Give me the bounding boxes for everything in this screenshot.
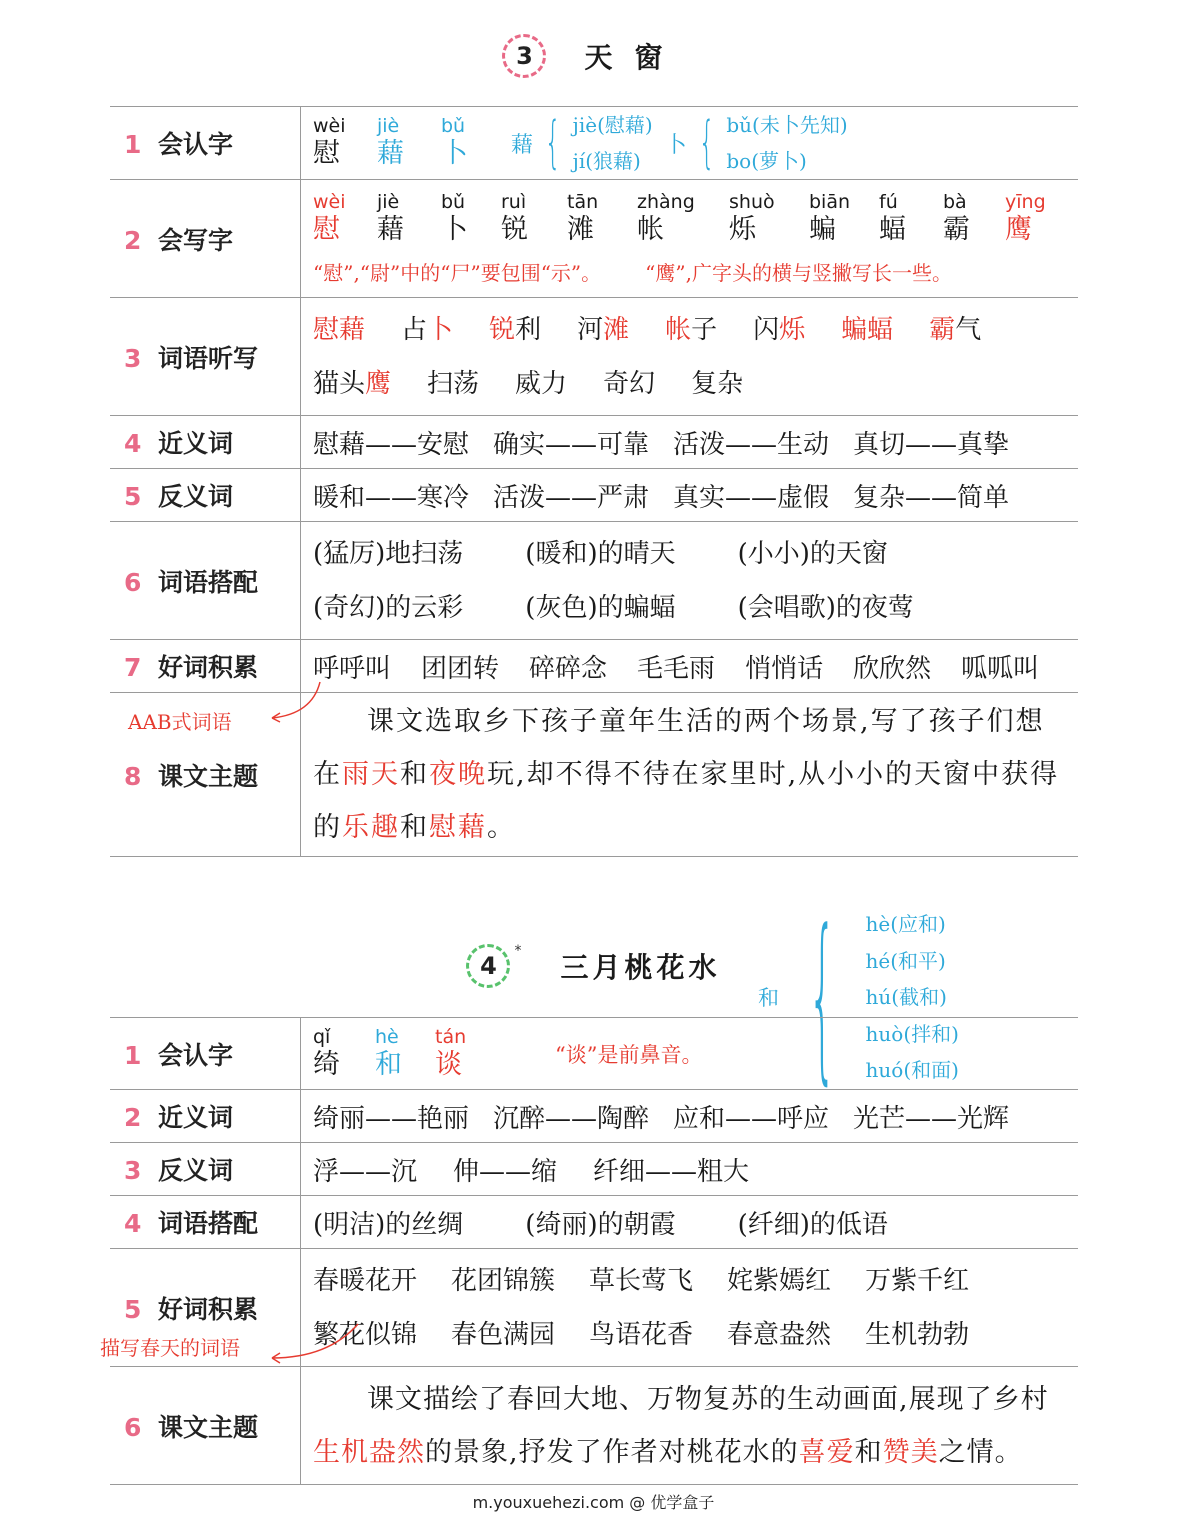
lesson3-title: 天窗 (584, 41, 685, 74)
pronunciation-item: bǔ(未卜先知) (726, 113, 848, 137)
word-item: 河滩 (577, 314, 630, 345)
word-item: 占卜 (401, 314, 454, 345)
l3-dictation-line2 (313, 357, 1078, 411)
word-item: (猛厉)地扫荡 (313, 538, 464, 569)
word-item: 繁花似锦 (313, 1319, 418, 1350)
word-item: (暖和)的晴天 (525, 538, 676, 569)
l3-label-goodwords: 7 好词积累 (110, 640, 301, 693)
l3-goodword-list (313, 648, 1078, 685)
pinyin-char (313, 191, 377, 247)
lesson4-table (110, 1017, 1078, 1485)
pinyin-char (943, 191, 1005, 247)
word-item: 呱呱叫 (961, 653, 1040, 684)
footer: m.youxuehezi.com @ 优学盒子 (472, 1493, 715, 1512)
hanzi: 谈 (435, 1048, 462, 1080)
lesson3-number-badge (502, 34, 546, 78)
pinyin-char (501, 191, 567, 247)
l4-spring-note: 描写春天的词语 (100, 1336, 240, 1360)
pinyin: hè (375, 1025, 399, 1048)
word-item: (灰色)的蝙蝠 (525, 592, 676, 623)
word-item: 奇幻 (603, 368, 656, 399)
word-item: 团团转 (421, 653, 500, 684)
hanzi: 蝠 (879, 214, 906, 245)
word-item: 复杂 (691, 368, 744, 399)
pinyin-char (1005, 191, 1065, 247)
hanzi: 鹰 (1005, 214, 1032, 245)
l4-goodword-line2 (313, 1308, 1078, 1362)
word-item: 悄悄话 (745, 653, 824, 684)
l4-label-recognize: 1 会认字 (110, 1018, 301, 1090)
pinyin: bǔ (441, 191, 466, 213)
pinyin: biān (809, 191, 851, 213)
word-item: 猫头鹰 (313, 368, 392, 399)
pinyin-char (729, 191, 809, 247)
l4-label-collocation: 4 词语搭配 (110, 1196, 301, 1249)
l3-label-dictation: 3 词语听写 (110, 298, 301, 416)
word-item: (奇幻)的云彩 (313, 592, 464, 623)
word-item: 慰藉 (313, 314, 366, 345)
word-item: 活泼——严肃 (493, 482, 650, 513)
word-item: 蝙蝠 (841, 314, 894, 345)
word-item: 确实——可靠 (493, 429, 650, 460)
word-item: 碎碎念 (529, 653, 608, 684)
word-item: 复杂——简单 (853, 482, 1010, 513)
lesson3-number: 3 (516, 42, 533, 70)
pronunciation-item: jiè(慰藉) (572, 113, 653, 137)
l3-row-recognize (110, 107, 1078, 180)
word-item: 生机勃勃 (865, 1319, 970, 1350)
pinyin-char (637, 191, 729, 247)
l3-row-synonyms (110, 416, 1078, 469)
word-item: 浮——沉 (313, 1156, 418, 1187)
l3-collocation-line1 (313, 527, 1078, 581)
word-item: 伸——缩 (453, 1156, 558, 1187)
pinyin-char (313, 1026, 375, 1082)
word-item: 草长莺飞 (589, 1265, 694, 1296)
hanzi: 滩 (567, 214, 594, 245)
pinyin-char (377, 191, 441, 247)
word-item: 毛毛雨 (637, 653, 716, 684)
l4-antonym-list (313, 1151, 1078, 1188)
l4-theme-paragraph: 课文描绘了春回大地、万物复苏的生动画面,展现了乡村生机盎然的景象,抒发了作者对桃花水的喜爱和赞美之情。 (313, 1383, 1049, 1468)
l4-label-theme: 6 课文主题 (110, 1367, 301, 1485)
pinyin: wèi (313, 191, 346, 213)
pinyin: tān (567, 191, 599, 213)
hanzi: 和 (375, 1048, 402, 1080)
word-item: 沉醉——陶醉 (493, 1103, 650, 1134)
l3-row-antonyms (110, 469, 1078, 522)
word-item: 扫荡 (427, 368, 480, 399)
pinyin: jiè (377, 115, 400, 137)
l4-collocation-list (313, 1204, 1078, 1241)
word-item: 慰藉——安慰 (313, 429, 470, 460)
word-item: 真实——虚假 (673, 482, 830, 513)
word-item: 姹紫嫣红 (727, 1265, 832, 1296)
lesson4-number-badge (466, 943, 522, 988)
l4-row-recognize (110, 1018, 1078, 1090)
pinyin: bǔ (441, 115, 466, 137)
pinyin-char (809, 191, 879, 247)
pinyin: fú (879, 191, 898, 213)
l4-recognize-note: “谈”是前鼻音。 (555, 1042, 703, 1067)
lesson4-star: * (514, 943, 522, 959)
word-item: 应和——呼应 (673, 1103, 830, 1134)
pinyin-char (879, 191, 943, 247)
word-item: 锐利 (489, 314, 542, 345)
pronunciation-item: jí(狼藉) (572, 149, 641, 173)
l4-label-synonyms: 2 近义词 (110, 1090, 301, 1143)
hanzi: 霸 (943, 214, 970, 245)
l4-recognize-content (301, 1018, 1079, 1090)
l3-collocation-line2 (313, 581, 1078, 635)
l3-row-collocation (110, 522, 1078, 640)
word-item: (纤细)的低语 (737, 1209, 888, 1240)
pinyin-char (441, 191, 501, 247)
pinyin: shuò (729, 191, 775, 213)
l3-aab-arrow (260, 678, 330, 728)
word-item: (明洁)的丝绸 (313, 1209, 464, 1240)
l4-label-antonyms: 3 反义词 (110, 1143, 301, 1196)
l4-goodword-line1 (313, 1254, 1078, 1308)
l3-dictation-content (301, 298, 1079, 416)
l3-antonym-list (313, 477, 1078, 514)
hanzi: 烁 (729, 214, 756, 245)
hanzi: 帐 (637, 214, 664, 245)
hanzi: 蝙 (809, 214, 836, 245)
l3-label-recognize: 1 会认字 (110, 107, 301, 180)
pinyin-char (313, 115, 377, 171)
l4-row-antonyms (110, 1143, 1078, 1196)
pronunciation-item: hé(和平) (865, 948, 946, 973)
word-item: 万紫千红 (865, 1265, 970, 1296)
hanzi: 绮 (313, 1048, 340, 1080)
lesson4-header (0, 944, 1187, 988)
word-item: 真切——真挚 (853, 429, 1010, 460)
pronunciation-item: bo(萝卜) (726, 149, 807, 173)
l3-write-note2: “鹰”,广字头的横与竖撇写长一些。 (645, 261, 952, 285)
word-item: 春暖花开 (313, 1265, 418, 1296)
hanzi: 藉 (377, 138, 404, 169)
word-item: 活泼——生动 (673, 429, 830, 460)
hanzi: 藉 (377, 214, 404, 245)
l3-row-goodwords (110, 640, 1078, 693)
pinyin-char (375, 1026, 435, 1082)
word-item: 光芒——光辉 (853, 1103, 1010, 1134)
lesson3-table (110, 106, 1078, 857)
pronunciation-item: huó(和面) (865, 1058, 959, 1082)
word-item: 欣欣然 (853, 653, 932, 684)
pinyin: bà (943, 191, 967, 213)
pinyin: zhàng (637, 191, 695, 213)
pinyin: tán (435, 1025, 467, 1048)
word-item: 威力 (515, 368, 568, 399)
l3-label-antonyms: 5 反义词 (110, 469, 301, 522)
l3-write-chars (313, 191, 1078, 247)
pronunciation-item: huò(拌和) (865, 1021, 959, 1046)
hanzi: 锐 (501, 214, 528, 245)
lesson4-number: 4 (480, 952, 497, 980)
l3-poly-jie: 藉 { jiè(慰藉) jí(狼藉) (511, 107, 653, 179)
l3-write-content (301, 180, 1079, 298)
pinyin: qǐ (313, 1025, 331, 1048)
pinyin-char (377, 115, 441, 171)
l3-recognize-chars (313, 115, 505, 171)
l3-synonym-list (313, 424, 1078, 461)
word-item: (小小)的天窗 (737, 538, 888, 569)
hanzi: 卜 (441, 138, 468, 169)
l3-recognize-content (301, 107, 1079, 180)
pinyin: wèi (313, 115, 346, 137)
word-item: 帐子 (665, 314, 718, 345)
word-item: 鸟语花香 (589, 1319, 694, 1350)
pronunciation-item: hú(截和) (865, 985, 947, 1009)
l4-poly-he-char: 和 (758, 986, 779, 1011)
word-item: (绮丽)的朝霞 (525, 1209, 676, 1240)
l3-row-dictation (110, 298, 1078, 416)
hanzi: 慰 (313, 214, 340, 245)
l3-write-note1: “慰”,“尉”中的“尸”要包围“示”。 (313, 261, 602, 285)
word-item: 春色满园 (451, 1319, 556, 1350)
pinyin-char (435, 1026, 495, 1082)
l4-row-theme (110, 1367, 1078, 1485)
pinyin: yīng (1005, 191, 1046, 213)
pinyin: jiè (377, 191, 400, 213)
l4-row-goodwords (110, 1249, 1078, 1367)
l3-label-collocation: 6 词语搭配 (110, 522, 301, 640)
l4-label-goodwords: 5 好词积累 (110, 1249, 301, 1367)
l3-label-theme: 8 课文主题 (110, 693, 301, 857)
l4-synonym-list (313, 1098, 1078, 1135)
pinyin-char (567, 191, 637, 247)
pinyin: ruì (501, 191, 527, 213)
pinyin-char (441, 115, 505, 171)
l3-row-write (110, 180, 1078, 298)
l4-row-collocation (110, 1196, 1078, 1249)
lesson4-title: 三月桃花水 (560, 951, 721, 984)
word-item: 呼呼叫 (313, 653, 392, 684)
l3-dictation-line1 (313, 303, 1078, 357)
word-item: 闪烁 (753, 314, 806, 345)
l3-theme-paragraph: 课文选取乡下孩子童年生活的两个场景,写了孩子们想在雨天和夜晚玩,却不得不待在家里时,从小小的天窗中获得的乐趣和慰藉。 (313, 706, 1060, 843)
lesson3-header (0, 34, 1187, 78)
word-item: 春意盎然 (727, 1319, 832, 1350)
l3-label-write: 2 会写字 (110, 180, 301, 298)
word-item: 纤细——粗大 (593, 1156, 750, 1187)
hanzi: 卜 (441, 214, 468, 245)
l3-aab-note: AAB式词语 (128, 710, 232, 734)
l4-poly-he-brace: { (807, 892, 837, 1102)
hanzi: 慰 (313, 138, 340, 169)
l4-recognize-chars (313, 1026, 495, 1082)
word-item: 花团锦簇 (451, 1265, 556, 1296)
word-item: 绮丽——艳丽 (313, 1103, 470, 1134)
l3-poly-bu: 卜 { bǔ(未卜先知) bo(萝卜) (665, 107, 848, 179)
l3-label-synonyms: 4 近义词 (110, 416, 301, 469)
word-item: 霸气 (929, 314, 982, 345)
word-item: (会唱歌)的夜莺 (737, 592, 914, 623)
l4-row-synonyms (110, 1090, 1078, 1143)
pronunciation-item: hè(应和) (865, 912, 946, 936)
l4-spring-arrow (258, 1318, 368, 1366)
word-item: 暖和——寒冷 (313, 482, 470, 513)
l3-row-theme (110, 693, 1078, 857)
